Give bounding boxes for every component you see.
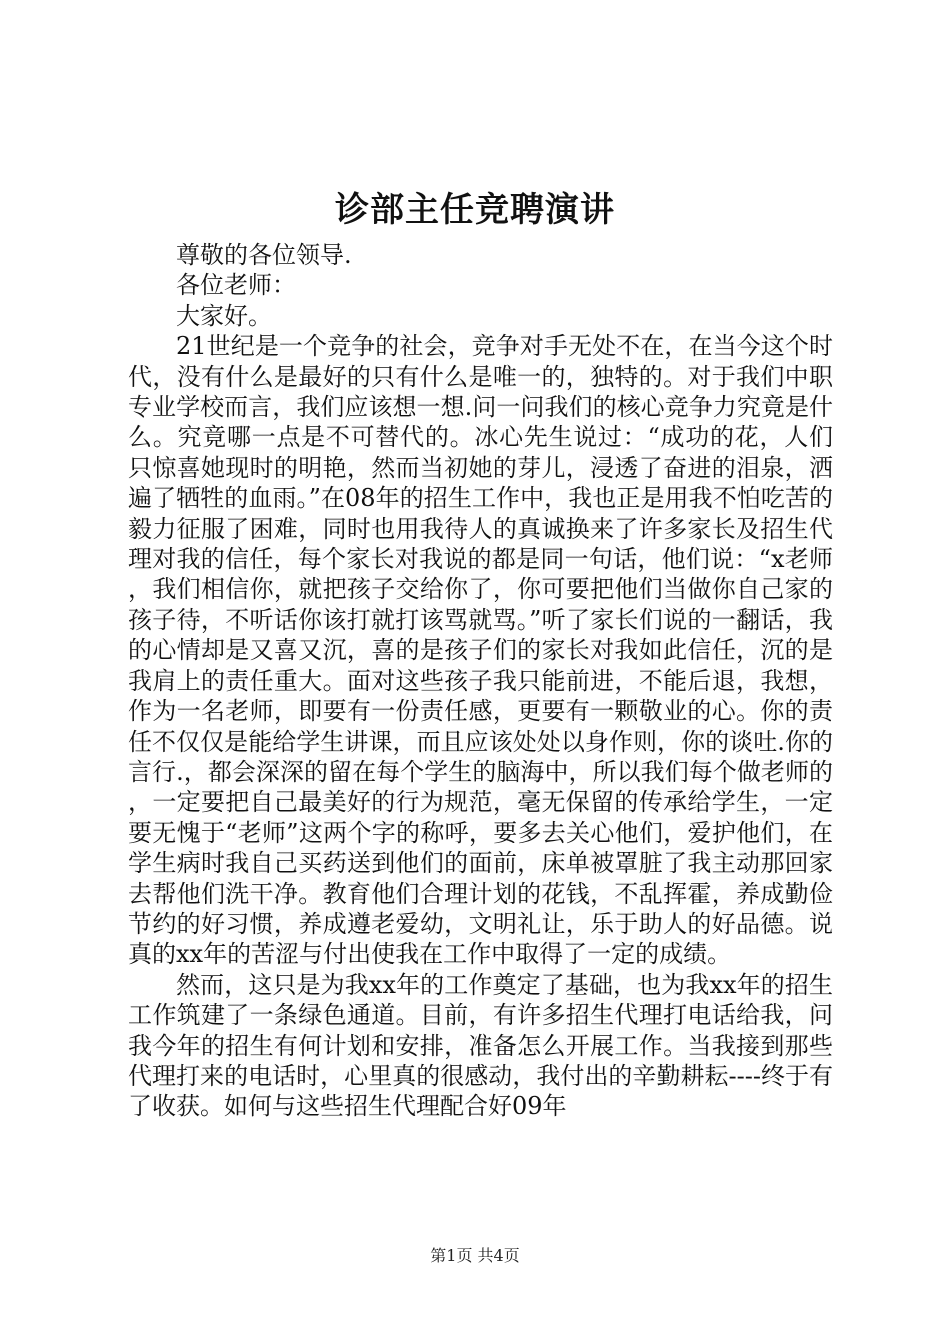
page-footer: 第1页 共4页 [430, 1246, 520, 1265]
body-paragraph: 21世纪是一个竞争的社会，竞争对手无处不在，在当今这个时代，没有什么是最好的只有什么是唯一的，独特的。对于我们中职专业学校而言，我们应该想一想.问一问我们的核心竞争力究竟是什么。究竟哪一点是不可替代的。冰心先生说过：“成功的花，人们只惊喜她现时的明艳，然而当初她的芽儿，浸透了奋进的泪泉，洒遍了牺牲的血雨。”在08年的招生工作中，我也正是用我不怕吃苦的毅力征服了困难，同时也用我待人的真诚换来了许多家长及招生代理对我的信任，每个家长对我说的都是同一句话，他们说：“x老师，我们相信你，就把孩子交给你了，你可要把他们当做你自己家的孩子待，不听话你该打就打该骂就骂。”听了家长们说的一翻话，我的心情却是又喜又沉，喜的是孩子们的家长对我如此信任，沉的是我肩上的责任重大。面对这些孩子我只能前进，不能后退，我想，作为一名老师，即要有一份责任感，更要有一颗敬业的心。你的责任不仅仅是能给学生讲课，而且应该处处以身作则，你的谈吐.你的言行.，都会深深的留在每个学生的脑海中，所以我们每个做老师的，一定要把自己最美好的行为规范，毫无保留的传承给学生，一定要无愧于“老师”这两个字的称呼，要多去关心他们，爱护他们，在学生病时我自己买药送到他们的面前，床单被罩脏了我主动那回家去帮他们洗干净。教育他们合理计划的花钱，不乱挥霍，养成勤俭节约的好习惯，养成遵老爱幼，文明礼让，乐于助人的好品德。说真的xx年的苦涩与付出使我在工作中取得了一定的成绩。 [128, 332, 833, 969]
document-title: 诊部主任竞聘演讲 [335, 190, 615, 230]
greeting-line: 各位老师： [176, 271, 296, 300]
document-body [128, 240, 833, 1122]
body-paragraph: 然而，这只是为我xx年的工作奠定了基础，也为我xx年的招生工作筑建了一条绿色通道。目前，有许多招生代理打电话给我，问我今年的招生有何计划和安排，准备怎么开展工作。当我接到那些代理打来的电话时，心里真的很感动，我付出的辛勤耕耘----终于有了收获。如何与这些招生代理配合好09年 [128, 970, 833, 1121]
greeting-line: 尊敬的各位领导. [176, 241, 352, 269]
greeting-line: 大家好。 [176, 301, 272, 330]
